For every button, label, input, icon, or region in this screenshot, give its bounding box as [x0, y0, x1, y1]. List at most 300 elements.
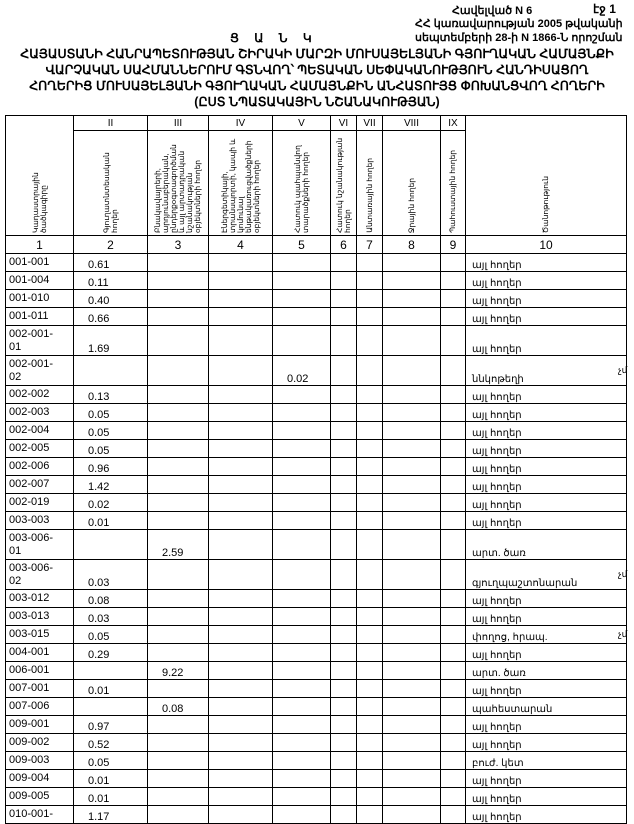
column-number: 4 [209, 236, 273, 254]
note-cell: այլ հողեր [466, 272, 627, 290]
cadastral-code: 001-011 [6, 308, 74, 326]
settlement-area [148, 734, 209, 752]
decree-line-1: ՀՀ կառավարության 2005 թվականի [415, 18, 623, 30]
agricultural-area: 0.03 [74, 560, 148, 590]
cell [383, 698, 441, 716]
cell [383, 662, 441, 680]
cell [209, 494, 273, 512]
title-line: (ԸՍՏ ՆՊԱՏԱԿԱՅԻՆ ՆՇԱՆԱԿՈՒԹՅԱՆ) [194, 95, 440, 109]
column-number: 9 [441, 236, 466, 254]
note-cell: այլ հողեր [466, 512, 627, 530]
cell [383, 734, 441, 752]
cadastral-code: 004-001 [6, 644, 74, 662]
column-header-text: Հատուկ նշանակության հողեր [334, 137, 352, 233]
cadastral-code: 007-001 [6, 680, 74, 698]
protected-area [273, 734, 331, 752]
column-header-text: Պահուստային հողեր [448, 150, 457, 233]
agricultural-area [74, 662, 148, 680]
settlement-area [148, 386, 209, 404]
cell [331, 680, 357, 698]
cell [441, 680, 466, 698]
cell [209, 770, 273, 788]
cell [441, 422, 466, 440]
table-row [6, 290, 627, 308]
roman-numeral: IX [441, 116, 466, 131]
note-cell: այլ հողեր [466, 326, 627, 356]
protected-area [273, 254, 331, 272]
agricultural-area [74, 530, 148, 560]
cell [209, 272, 273, 290]
cadastral-code: 009-003 [6, 752, 74, 770]
cell [357, 326, 383, 356]
column-header-text: Կադաստրային ծածկագիրը [30, 172, 48, 233]
protected-area [273, 770, 331, 788]
cell [209, 734, 273, 752]
agricultural-area: 0.11 [74, 272, 148, 290]
land-table [5, 115, 627, 824]
cell [209, 290, 273, 308]
cell [209, 716, 273, 734]
cell [331, 608, 357, 626]
note-cell: արտ. ծառ [466, 530, 627, 560]
table-row [6, 386, 627, 404]
settlement-area [148, 458, 209, 476]
cadastral-code: 002-004 [6, 422, 74, 440]
settlement-area [148, 308, 209, 326]
cell [383, 788, 441, 806]
table-row [6, 788, 627, 806]
cell [357, 716, 383, 734]
cell [441, 806, 466, 824]
cadastral-code: 002-001- 01 [6, 326, 74, 356]
agricultural-area: 0.01 [74, 770, 148, 788]
settlement-area [148, 788, 209, 806]
cell [357, 404, 383, 422]
table-row [6, 626, 627, 644]
protected-area [273, 440, 331, 458]
cell [383, 752, 441, 770]
table-row [6, 404, 627, 422]
cell [441, 770, 466, 788]
agricultural-area: 0.40 [74, 290, 148, 308]
cell [357, 734, 383, 752]
cell [441, 560, 466, 590]
table-row [6, 560, 627, 590]
cell [331, 422, 357, 440]
cell [441, 290, 466, 308]
note-cell: գյուղպաշտոնարան [466, 560, 627, 590]
cell [209, 326, 273, 356]
cell [383, 404, 441, 422]
cadastral-code: 002-005 [6, 440, 74, 458]
table-row [6, 662, 627, 680]
cell [383, 512, 441, 530]
column-header-text: Ծանոթություն [541, 175, 550, 233]
cell [331, 308, 357, 326]
settlement-area [148, 494, 209, 512]
cadastral-code: 003-012 [6, 590, 74, 608]
settlement-area [148, 290, 209, 308]
title-line: ՀՈՂԵՐԻՑ ՄՈՒՍԱՅԵԼՅԱՆԻ ԳՅՈՒՂԱԿԱՆ ՀԱՄԱՅՆՔԻՆ ԱՆՀԱՏՈՒՅՑ ՓՈԽԱՆՑՎՈՂ ՀՈՂԵՐԻ [29, 79, 605, 93]
title-line: ՎԱՐՉԱԿԱՆ ՍԱՀՄԱՆՆԵՐՈՒՄ ԳՏՆՎՈՂ՝ ՊԵՏԱԿԱՆ ՍԵՓԱԿԱՆՈՒԹՅՈՒՆ ՀԱՆԴԻՍԱՑՈՂ [45, 63, 589, 77]
note-cell: այլ հողեր [466, 440, 627, 458]
cell [441, 494, 466, 512]
table-row [6, 806, 627, 824]
note-cell: այլ հողեր [466, 404, 627, 422]
cadastral-code: 009-005 [6, 788, 74, 806]
agricultural-area [74, 698, 148, 716]
table-row [6, 458, 627, 476]
settlement-area [148, 254, 209, 272]
margin-mark: չմ [618, 628, 628, 639]
cell [331, 644, 357, 662]
cell [383, 680, 441, 698]
agricultural-area: 0.05 [74, 752, 148, 770]
agricultural-area [74, 356, 148, 386]
cell [331, 806, 357, 824]
column-header [357, 131, 383, 236]
cell [331, 290, 357, 308]
agricultural-area: 0.08 [74, 590, 148, 608]
cell [357, 290, 383, 308]
agricultural-area: 0.05 [74, 440, 148, 458]
column-header [383, 131, 441, 236]
settlement-area [148, 752, 209, 770]
cell [383, 770, 441, 788]
protected-area [273, 272, 331, 290]
cell [441, 254, 466, 272]
agricultural-area: 0.02 [74, 494, 148, 512]
cell [331, 326, 357, 356]
cell [357, 698, 383, 716]
settlement-area: 2.59 [148, 530, 209, 560]
cell [209, 404, 273, 422]
cell [209, 806, 273, 824]
protected-area [273, 608, 331, 626]
cadastral-code: 002-001- 02 [6, 356, 74, 386]
list-label: Ց Ա Ն Կ [230, 31, 318, 45]
cell [209, 254, 273, 272]
column-number: 1 [6, 236, 74, 254]
cadastral-code: 009-002 [6, 734, 74, 752]
settlement-area [148, 272, 209, 290]
protected-area: 0.02 [273, 356, 331, 386]
cell [357, 308, 383, 326]
cell [209, 662, 273, 680]
column-header-text: Անտառային հողեր [364, 158, 374, 233]
cell [383, 494, 441, 512]
table-row [6, 530, 627, 560]
cadastral-code: 003-013 [6, 608, 74, 626]
cell [331, 494, 357, 512]
note-cell: այլ հողեր [466, 386, 627, 404]
protected-area [273, 494, 331, 512]
table-row [6, 422, 627, 440]
note-cell: այլ հողեր [466, 254, 627, 272]
cell [441, 644, 466, 662]
agricultural-area: 1.42 [74, 476, 148, 494]
settlement-area [148, 680, 209, 698]
cell [441, 356, 466, 386]
margin-mark: չմ [618, 364, 628, 375]
cell [441, 272, 466, 290]
cadastral-code: 010-001- [6, 806, 74, 824]
agricultural-area: 0.01 [74, 788, 148, 806]
roman-numeral: VI [331, 116, 357, 131]
table-row [6, 326, 627, 356]
cell [357, 806, 383, 824]
cell [441, 788, 466, 806]
cadastral-code: 002-019 [6, 494, 74, 512]
cell [383, 626, 441, 644]
cadastral-code: 003-006- 02 [6, 560, 74, 590]
protected-area [273, 512, 331, 530]
roman-numeral: VII [357, 116, 383, 131]
settlement-area [148, 440, 209, 458]
cell [209, 608, 273, 626]
cadastral-code: 001-004 [6, 272, 74, 290]
annex-label: Հավելված N 6 [452, 5, 533, 17]
cell [331, 716, 357, 734]
cell [357, 590, 383, 608]
cell [441, 752, 466, 770]
cell [357, 608, 383, 626]
column-header [331, 131, 357, 236]
cell [357, 752, 383, 770]
note-cell: փողոց, հրապ. [466, 626, 627, 644]
cell [383, 326, 441, 356]
cadastral-code: 002-002 [6, 386, 74, 404]
column-header-text: Հատուկ պահպանվող տարածքների հողեր [292, 145, 310, 233]
protected-area [273, 626, 331, 644]
cell [209, 386, 273, 404]
column-header-text: Գյուղատնտեսական հողեր [101, 152, 119, 233]
column-header [441, 131, 466, 236]
protected-area [273, 752, 331, 770]
note-cell: այլ հողեր [466, 494, 627, 512]
cadastral-code: 003-003 [6, 512, 74, 530]
table-row [6, 308, 627, 326]
column-number: 7 [357, 236, 383, 254]
document-title [0, 46, 634, 110]
table-row [6, 716, 627, 734]
agricultural-area: 0.05 [74, 404, 148, 422]
cell [209, 422, 273, 440]
cell [383, 590, 441, 608]
roman-numeral: IV [209, 116, 273, 131]
settlement-area [148, 404, 209, 422]
column-number: 5 [273, 236, 331, 254]
cell [383, 272, 441, 290]
cell [441, 440, 466, 458]
cell [441, 458, 466, 476]
table-row [6, 476, 627, 494]
agricultural-area: 0.52 [74, 734, 148, 752]
settlement-area [148, 476, 209, 494]
note-cell: այլ հողեր [466, 308, 627, 326]
cell [441, 308, 466, 326]
cell [383, 290, 441, 308]
cell [357, 560, 383, 590]
cell [331, 698, 357, 716]
cell [209, 458, 273, 476]
cell [331, 458, 357, 476]
settlement-area: 0.08 [148, 698, 209, 716]
column-header [148, 131, 209, 236]
agricultural-area: 0.66 [74, 308, 148, 326]
cell [331, 752, 357, 770]
table-row [6, 254, 627, 272]
settlement-area [148, 326, 209, 356]
protected-area [273, 530, 331, 560]
note-cell: այլ հողեր [466, 716, 627, 734]
cell [357, 530, 383, 560]
agricultural-area: 0.29 [74, 644, 148, 662]
cell [383, 608, 441, 626]
column-number-row [6, 236, 627, 254]
cadastral-code: 007-006 [6, 698, 74, 716]
cell [383, 386, 441, 404]
settlement-area [148, 644, 209, 662]
column-number: 8 [383, 236, 441, 254]
column-header [6, 116, 74, 236]
cell [441, 590, 466, 608]
page-number: էջ 1 [593, 2, 616, 16]
agricultural-area: 1.69 [74, 326, 148, 356]
column-header [273, 131, 331, 236]
table-row [6, 608, 627, 626]
note-cell: այլ հողեր [466, 458, 627, 476]
cell [331, 590, 357, 608]
cell [441, 608, 466, 626]
roman-numeral: VIII [383, 116, 441, 131]
note-cell: բուժ. կետ [466, 752, 627, 770]
agricultural-area: 0.13 [74, 386, 148, 404]
cell [383, 356, 441, 386]
settlement-area [148, 626, 209, 644]
settlement-area [148, 560, 209, 590]
note-cell: այլ հողեր [466, 734, 627, 752]
cell [357, 770, 383, 788]
table-row [6, 512, 627, 530]
cadastral-code: 009-004 [6, 770, 74, 788]
cell [383, 440, 441, 458]
table-row [6, 770, 627, 788]
cell [209, 590, 273, 608]
column-header [74, 131, 148, 236]
cell [357, 386, 383, 404]
settlement-area [148, 806, 209, 824]
cell [383, 806, 441, 824]
note-cell: արտ. ծառ [466, 662, 627, 680]
cell [209, 356, 273, 386]
settlement-area [148, 716, 209, 734]
roman-numeral: V [273, 116, 331, 131]
note-cell: այլ հողեր [466, 422, 627, 440]
cell [357, 788, 383, 806]
cell [331, 788, 357, 806]
cell [383, 476, 441, 494]
agricultural-area: 0.61 [74, 254, 148, 272]
table-row [6, 494, 627, 512]
agricultural-area: 0.01 [74, 680, 148, 698]
cell [441, 386, 466, 404]
cell [331, 626, 357, 644]
cell [209, 530, 273, 560]
agricultural-area: 1.17 [74, 806, 148, 824]
cell [331, 512, 357, 530]
cell [441, 476, 466, 494]
decree-line-2: սեպտեմբերի 28-ի N 1866-Ն որոշման [415, 32, 623, 44]
settlement-area [148, 590, 209, 608]
column-header-text: Էներգետիկայի, տրանսպորտի, կապի և կոմունալ ենթակառուցվածքների օբյեկտների հողեր [219, 138, 261, 233]
protected-area [273, 698, 331, 716]
cadastral-code: 009-001 [6, 716, 74, 734]
table-row [6, 440, 627, 458]
cell [357, 458, 383, 476]
cadastral-code: 003-006- 01 [6, 530, 74, 560]
cell [209, 512, 273, 530]
settlement-area: 9.22 [148, 662, 209, 680]
cell [331, 662, 357, 680]
note-cell: այլ հողեր [466, 290, 627, 308]
agricultural-area: 0.01 [74, 512, 148, 530]
cell [441, 626, 466, 644]
note-cell: այլ հողեր [466, 590, 627, 608]
cell [441, 734, 466, 752]
cadastral-code: 003-015 [6, 626, 74, 644]
note-cell: այլ հողեր [466, 788, 627, 806]
margin-mark: չմ [618, 568, 628, 579]
cadastral-code: 002-003 [6, 404, 74, 422]
cell [357, 512, 383, 530]
note-cell: ննկոթեղի [466, 356, 627, 386]
settlement-area [148, 608, 209, 626]
agricultural-area: 0.03 [74, 608, 148, 626]
protected-area [273, 476, 331, 494]
cell [209, 308, 273, 326]
note-cell: այլ հողեր [466, 770, 627, 788]
cell [383, 308, 441, 326]
protected-area [273, 716, 331, 734]
roman-numeral: III [148, 116, 209, 131]
column-header [209, 131, 273, 236]
cadastral-code: 002-006 [6, 458, 74, 476]
cell [441, 530, 466, 560]
cell [331, 770, 357, 788]
table-row [6, 752, 627, 770]
cell [383, 422, 441, 440]
cell [357, 476, 383, 494]
cell [209, 626, 273, 644]
cell [357, 356, 383, 386]
cell [383, 458, 441, 476]
column-number: 6 [331, 236, 357, 254]
note-cell: այլ հողեր [466, 608, 627, 626]
cell [383, 644, 441, 662]
cell [357, 626, 383, 644]
settlement-area [148, 770, 209, 788]
cell [357, 440, 383, 458]
cell [331, 356, 357, 386]
roman-numeral: II [74, 116, 148, 131]
protected-area [273, 788, 331, 806]
protected-area [273, 806, 331, 824]
protected-area [273, 404, 331, 422]
roman-row [6, 116, 627, 131]
cell [357, 662, 383, 680]
cell [383, 560, 441, 590]
